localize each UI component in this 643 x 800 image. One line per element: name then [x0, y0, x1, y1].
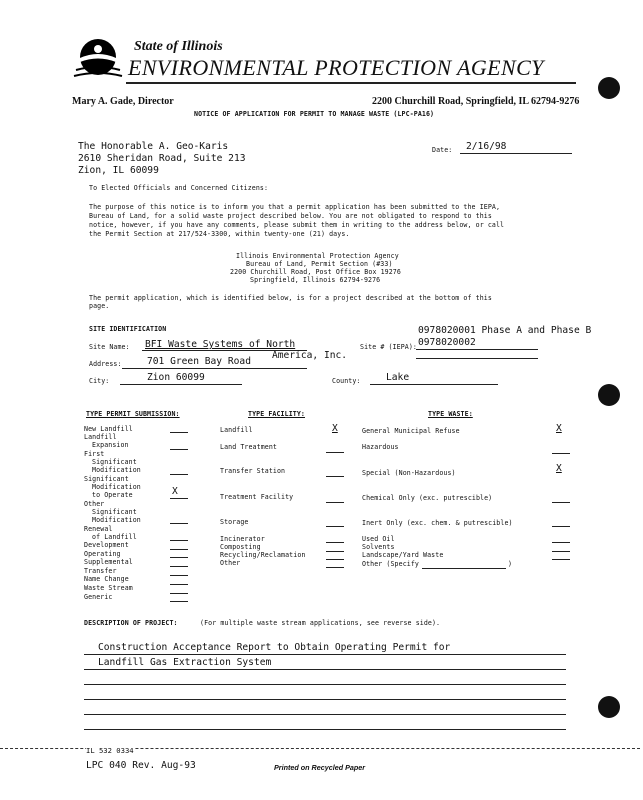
address-value: 701 Green Bay Road: [147, 356, 251, 367]
description-line-1: Construction Acceptance Report to Obtain Operating Permit for: [98, 642, 451, 653]
checkbox-blank[interactable]: [552, 559, 570, 560]
site-heading: SITE IDENTIFICATION: [89, 325, 167, 333]
site-name-line-2: America, Inc.: [272, 350, 348, 361]
list-item: Significant: [92, 458, 137, 466]
checkbox-blank[interactable]: [170, 540, 188, 541]
state-name: State of Illinois: [134, 39, 223, 54]
checkbox-blank[interactable]: [170, 601, 188, 602]
other-specify-close: ): [508, 560, 513, 568]
list-item: Treatment Facility: [220, 493, 294, 501]
checkbox-blank[interactable]: [170, 575, 188, 576]
description-line-2: Landfill Gas Extraction System: [98, 657, 272, 668]
checkbox-blank[interactable]: [326, 476, 344, 477]
footer-form: LPC 040 Rev. Aug-93: [86, 760, 196, 771]
binder-hole: [598, 77, 620, 99]
description-note: (For multiple waste stream applications, see reverse side).: [200, 619, 441, 627]
site-number-line-2: 0978020002: [418, 337, 476, 348]
site-name-line-1: BFI Waste Systems of North: [145, 339, 296, 350]
recipient-line-2: 2610 Sheridan Road, Suite 213: [78, 153, 246, 164]
iepa-address-line-3: 2200 Churchill Road, Post Office Box 19276: [230, 268, 401, 276]
iepa-address-line-4: Springfield, Illinois 62794-9276: [250, 276, 381, 284]
checkbox-blank[interactable]: [170, 584, 188, 585]
date-line: [460, 153, 572, 154]
list-item: to Operate: [92, 491, 133, 499]
list-item: Composting: [220, 543, 261, 551]
permit-text-line-1: The permit application, which is identified below, is for a project described at the bottom of this: [89, 294, 492, 302]
county-label: County:: [332, 377, 361, 385]
list-item: Operating: [84, 550, 121, 558]
address-label: Address:: [89, 360, 122, 368]
binder-hole: [598, 696, 620, 718]
list-item: Other: [220, 559, 241, 567]
description-rule: [84, 654, 566, 655]
checkbox-blank[interactable]: [170, 557, 188, 558]
checkbox-blank[interactable]: [170, 498, 188, 499]
list-item: Transfer Station: [220, 467, 286, 475]
list-item: Used Oil: [362, 535, 395, 543]
purpose-line-1: The purpose of this notice is to inform you that a permit application has been submitted to the IEPA,: [89, 203, 501, 211]
header-rule: [126, 82, 576, 84]
list-item: Solvents: [362, 543, 395, 551]
checkbox-blank[interactable]: [170, 474, 188, 475]
description-rule: [84, 684, 566, 685]
list-item: Transfer: [84, 567, 117, 575]
checkbox-blank[interactable]: [326, 567, 344, 568]
checkbox-blank[interactable]: [552, 551, 570, 552]
site-number-rule: [416, 349, 538, 350]
recipient-line-3: Zion, IL 60099: [78, 165, 159, 176]
address-rule: [122, 368, 307, 369]
site-number-rule-2: [416, 358, 538, 359]
checkbox-blank[interactable]: [170, 593, 188, 594]
footer-code: IL 532 0334: [86, 746, 134, 755]
checkbox-blank[interactable]: [170, 432, 188, 433]
checkbox-blank[interactable]: [326, 452, 344, 453]
description-rule: [84, 714, 566, 715]
list-item: Waste Stream: [84, 584, 133, 592]
checkbox-blank[interactable]: [326, 526, 344, 527]
list-item: Name Change: [84, 575, 129, 583]
date-value: 2/16/98: [466, 141, 507, 152]
purpose-line-4: the Permit Section at 217/524-3300, within twenty-one (21) days.: [89, 230, 350, 238]
agency-name: ENVIRONMENTAL PROTECTION AGENCY: [128, 55, 544, 80]
list-item: Significant: [92, 508, 137, 516]
checkbox-mark[interactable]: X: [556, 463, 562, 474]
county-rule: [370, 384, 498, 385]
checkbox-mark[interactable]: X: [556, 423, 562, 434]
permit-text-line-2: page.: [89, 302, 110, 310]
salutation: To Elected Officials and Concerned Citizens:: [89, 184, 269, 192]
list-item: Other (Specify: [362, 560, 419, 568]
description-heading: DESCRIPTION OF PROJECT:: [84, 619, 178, 627]
checkbox-blank[interactable]: [326, 542, 344, 543]
site-name-label: Site Name:: [89, 343, 130, 351]
iepa-address-line-1: Illinois Environmental Protection Agency: [236, 252, 399, 260]
checkbox-blank[interactable]: [552, 502, 570, 503]
list-item: Landscape/Yard Waste: [362, 551, 444, 559]
waste-heading: TYPE WASTE:: [428, 410, 473, 418]
other-specify-line[interactable]: [422, 568, 506, 569]
checkbox-blank[interactable]: [552, 526, 570, 527]
county-value: Lake: [386, 372, 410, 383]
director-name: Mary A. Gade, Director: [72, 96, 174, 107]
checkbox-blank[interactable]: [170, 566, 188, 567]
checkbox-mark[interactable]: X: [332, 423, 338, 434]
city-value: Zion 60099: [147, 372, 205, 383]
description-rule: [84, 669, 566, 670]
site-number-line-1: 0978020001 Phase A and Phase B: [418, 325, 592, 336]
list-item: Land Treatment: [220, 443, 277, 451]
list-item: Generic: [84, 593, 113, 601]
recipient-line-1: The Honorable A. Geo-Karis: [78, 141, 229, 152]
purpose-line-3: notice, however, if you have any comments, please submit them in writing to the address below, or call: [89, 221, 505, 229]
list-item: General Municipal Refuse: [362, 427, 460, 435]
list-item: Expansion: [92, 441, 129, 449]
agency-logo-icon: [72, 36, 124, 88]
date-label: Date:: [432, 146, 453, 154]
iepa-address-line-2: Bureau of Land, Permit Section (#33): [246, 260, 393, 268]
facility-heading: TYPE FACILITY:: [248, 410, 305, 418]
list-item: Storage: [220, 518, 249, 526]
checkbox-blank[interactable]: [170, 549, 188, 550]
list-item: Development: [84, 541, 129, 549]
list-item: Incinerator: [220, 535, 265, 543]
list-item: Chemical Only (exc. putrescible): [362, 494, 493, 502]
agency-address: 2200 Churchill Road, Springfield, IL 62794-9276: [372, 96, 580, 107]
list-item: Hazardous: [362, 443, 399, 451]
checkbox-blank[interactable]: [552, 453, 570, 454]
list-item: Special (Non-Hazardous): [362, 469, 456, 477]
submission-heading: TYPE PERMIT SUBMISSION:: [86, 410, 180, 418]
description-rule: [84, 729, 566, 730]
list-item: Other: [84, 500, 105, 508]
list-item: Modification: [92, 483, 141, 491]
site-number-label: Site # (IEPA):: [360, 343, 417, 351]
list-item: Landfill: [84, 433, 117, 441]
list-item: Landfill: [220, 426, 253, 434]
list-item: Modification: [92, 466, 141, 474]
description-rule: [84, 699, 566, 700]
list-item: New Landfill: [84, 425, 133, 433]
checkbox-blank[interactable]: [552, 542, 570, 543]
list-item: First: [84, 450, 105, 458]
list-item: Inert Only (exc. chem. & putrescible): [362, 519, 513, 527]
form-title: NOTICE OF APPLICATION FOR PERMIT TO MANAGE WASTE (LPC-PA16): [194, 110, 435, 118]
city-label: City:: [89, 377, 110, 385]
city-rule: [120, 384, 242, 385]
list-item: Modification: [92, 516, 141, 524]
list-item: Renewal: [84, 525, 113, 533]
list-item: Recycling/Reclamation: [220, 551, 306, 559]
footer-recycled: Printed on Recycled Paper: [274, 763, 366, 772]
checkbox-blank[interactable]: [170, 523, 188, 524]
list-item: Supplemental: [84, 558, 133, 566]
checkbox-blank[interactable]: [326, 551, 344, 552]
checkbox-blank[interactable]: [326, 502, 344, 503]
checkbox-mark[interactable]: X: [172, 486, 178, 497]
checkbox-blank[interactable]: [326, 559, 344, 560]
purpose-line-2: Bureau of Land, for a solid waste project described below. You are not obligated to respond to this: [89, 212, 492, 220]
list-item: Significant: [84, 475, 129, 483]
checkbox-blank[interactable]: [170, 449, 188, 450]
binder-hole: [598, 384, 620, 406]
list-item: of Landfill: [92, 533, 137, 541]
